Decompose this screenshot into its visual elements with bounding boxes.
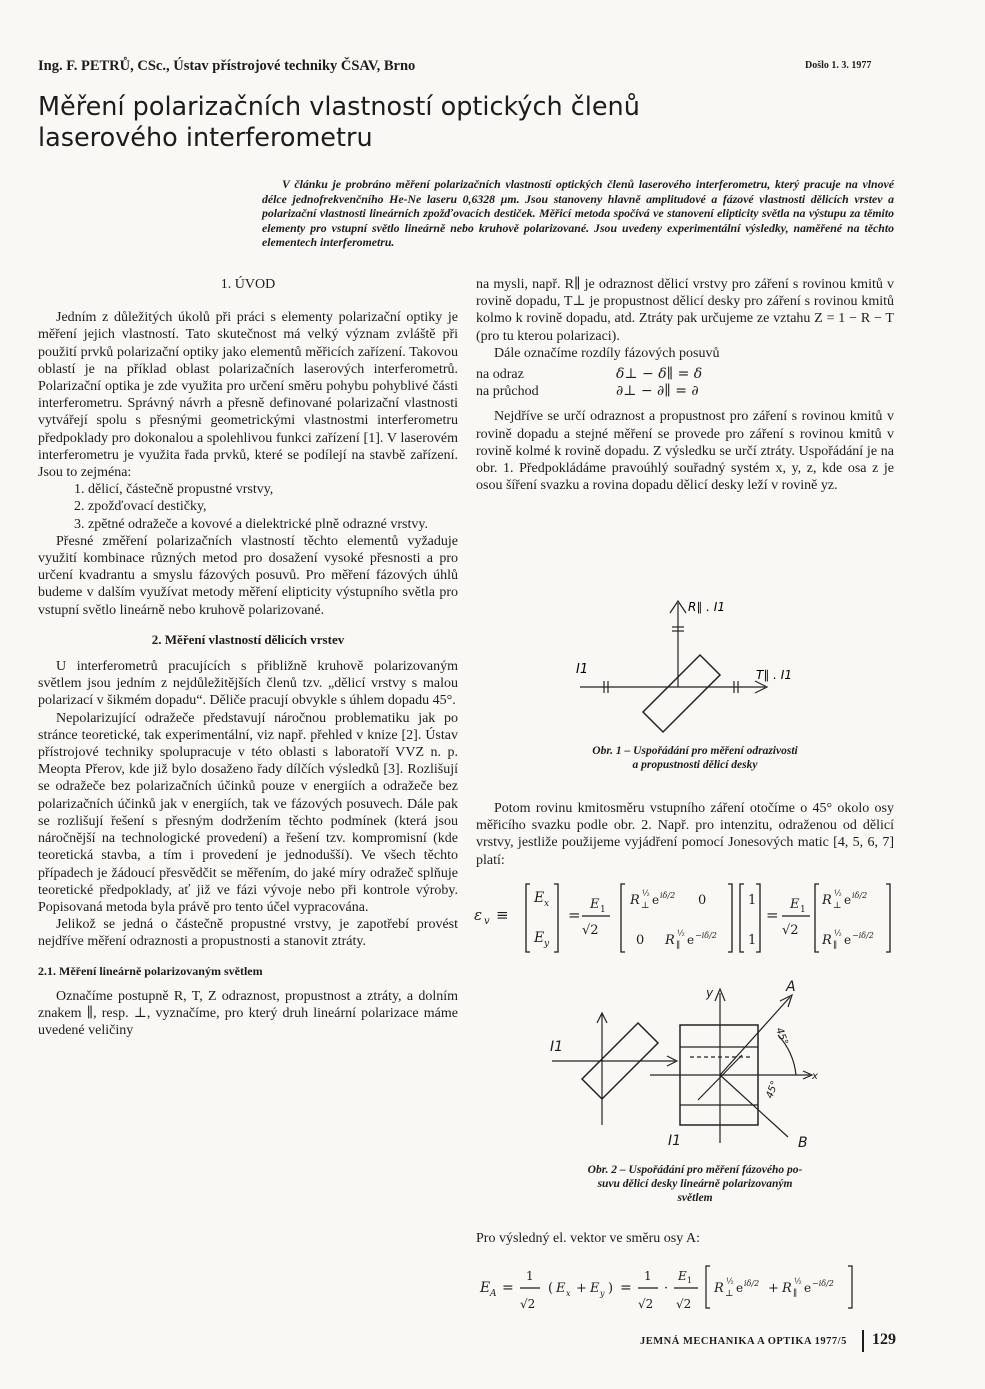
label-y: y — [706, 986, 714, 1000]
svg-text:√2: √2 — [582, 923, 599, 938]
svg-text:y: y — [600, 1289, 605, 1298]
svg-text:1: 1 — [687, 1276, 693, 1285]
figure-2-diagram — [540, 975, 840, 1155]
label-incident-I1: I1 — [550, 1039, 564, 1055]
paragraph: Nepolarizující odražeče představují náročnou problematiku jak po stránce teoretické, tak experimentální, viz např. přehled v knize [2]. Ústav přístrojové techniky spolupracuje v této oblasti s laboratoří VVZ n. p. Meopta Přerov, kde již bylo dosaženo řady dílčích výsledků [3]. Rozlišují se odražeče bez polarizačních účinků pouze v energiích a odražeče bez polarizačních účinků jak v energiích, tak ve fázových posuvech. Dále pak se rozlišují řešení s přesným dodržením těchto podmínek (která jsou náročnější na technologické provedení) a řešení tzv. kompromisní (kde teoretická stavba, a tím i provedení je jednodušší). Ve všech těchto případech je žádoucí přesvědčit se měřením, do jaké míry odražeč splňuje teoretické předpoklady, ať již ve fázi vývoje nebo při kontrole výroby. Popisovaná metoda byla právě pro tento účel vypracována. — [38, 710, 458, 915]
paragraph: na mysli, např. R∥ je odraznost dělicí vrstvy pro záření s rovinou kmitů v rovině dopadu, T⊥ je propustnost dělicí desky pro záření s rovinou kmitů kolmo k rovině dopadu, atd. Ztráty pak určujeme ze vztahu Z = 1 − R − T (pro tu kterou polarizaci). — [476, 277, 894, 344]
list-item: 3. zpětné odražeče a kovové a dielektrické plně odrazné vrstvy. — [74, 516, 428, 532]
equation: δ⊥ − δ∥ = δ — [616, 366, 703, 383]
figure-1-diagram — [560, 595, 820, 745]
svg-text:A: A — [490, 1289, 497, 1299]
list-item: 2. zpožďovací destičky, — [74, 499, 207, 515]
svg-text:√2: √2 — [676, 1297, 692, 1311]
svg-text:0: 0 — [698, 893, 707, 908]
label-transmitted: T∥ . I1 — [756, 668, 792, 682]
right-column — [476, 276, 894, 494]
caption-line: Obr. 1 – Uspořádání pro měření odrazivosti — [592, 745, 798, 757]
article-title: Měření polarizačních vlastností optických členů laserového interferometru — [38, 92, 640, 153]
equation: ∂⊥ − ∂∥ = ∂ — [616, 383, 699, 400]
abstract: V článku je probráno měření polarizačních vlastností optických členů laserového interferometru, který pracuje na vlnové délce jednofrekvenčního He-Ne laseru 0,6328 µm. Jsou stanoveny hlavně amplitudové a fázové vlastnosti dělicích vrstev a polarizační vlastnosti lineárních zpožďovacích destiček. Měřicí metoda spočívá ve stanovení elipticity světla na výstupu za těmito elementy pro vstupní světlo lineárně nebo kruhově polarizované. Jsou uvedeny experimentální výsledky, naměřené na těchto elementech interferometru. — [262, 177, 894, 250]
section-heading-delicich-vrstev: 2. Měření vlastností dělicích vrstev — [151, 631, 345, 647]
svg-text:1: 1 — [800, 905, 806, 915]
svg-text:1: 1 — [600, 905, 606, 915]
equation-label: na odraz — [476, 367, 524, 383]
svg-text:E: E — [678, 1269, 687, 1283]
svg-text:E: E — [556, 1281, 566, 1296]
svg-text:√2: √2 — [638, 1297, 654, 1311]
svg-text:E: E — [590, 897, 600, 912]
paragraph: Označíme postupně R, T, Z odraznost, propustnost a ztráty, a dolním znakem ∥, resp. ⊥, vyznačíme, pro který druh lineární polarizace máme uvedené veličiny — [38, 988, 458, 1039]
paragraph: U interferometrů pracujících s přibližně kruhově polarizovaným světlem jsou jedním z nejdůležitějších členů tzv. „dělicí vrstvy s malou polarizací v šikmém dopadu“. Děliče pracují obvykle s úhlem dopadu 45°. — [38, 659, 458, 709]
paragraph: Jelikož se jedná o částečně propustné vrstvy, je zapotřebí provést nejdříve měření odraznosti a propustnosti a stanovit ztráty. — [38, 917, 458, 950]
svg-text:·: · — [664, 1281, 669, 1296]
figure-1-caption — [500, 744, 890, 772]
svg-text:+: + — [576, 1281, 587, 1296]
svg-text:0: 0 — [636, 933, 645, 948]
angle-label: 45° — [764, 1079, 781, 1101]
svg-text:1: 1 — [526, 1269, 534, 1283]
svg-text:e: e — [844, 893, 852, 907]
label-B: B — [798, 1135, 808, 1151]
page-number: 129 — [872, 1331, 896, 1348]
equation-EA — [476, 1258, 896, 1316]
svg-text:ε: ε — [474, 906, 483, 924]
caption-line: suvu dělicí desky lineárně polarizovaným — [597, 1178, 793, 1190]
svg-text:iδ/2: iδ/2 — [744, 1279, 760, 1288]
svg-text:⊥: ⊥ — [833, 901, 842, 911]
caption-line: a propustnosti dělicí desky — [632, 759, 758, 771]
paragraph: Nejdříve se určí odraznost a propustnost pro záření s rovinou kmitů v rovině dopadu a stejné měření se provede pro záření s rovinou kmitů v rovině kolmé k rovině dopadu. Z výsledku se určí ztráty. Uspořádání je na obr. 1. Předpokládáme pravoúhlý souřadný systém x, y, z, kde osa z je osou šíření svazku a rovina dopadu dělicí desky leží v rovině yz. — [476, 409, 894, 494]
svg-text:∥: ∥ — [833, 941, 838, 951]
svg-text:v: v — [484, 916, 490, 927]
paragraph: Jedním z důležitých úkolů při práci s elementy polarizační optiky je měření jejich vlastností. Tato skutečnost má velký význam zvláště při použití prvků polarizační optiky jako elementů měřicích zařízení. Takovou oblastí je na příklad oblast polarizačních laserových interferometrů. Polarizační optika je zde využita pro určení směru pohybu pohyblivé části interferometru. Správný návrh a přesně definované polarizační vlastnosti vytvářejí spolu s přesnými geometrickými vlastnostmi interferometru předpoklady pro dokonalou a spolehlivou funkci zařízení [1]. V laserovém interferometru je využita řada prvků, které se podílejí na stavbě zařízení. Jsou to zejména: — [38, 310, 458, 481]
svg-text:⊥: ⊥ — [725, 1289, 734, 1299]
svg-text:½: ½ — [726, 1277, 734, 1286]
svg-text:e: e — [687, 933, 695, 947]
equation-row-pruchod — [476, 383, 894, 400]
svg-text:√2: √2 — [520, 1297, 536, 1311]
label-A: A — [786, 979, 796, 995]
svg-text:R: R — [665, 933, 675, 948]
author-line: Ing. F. PETRŮ, CSc., Ústav přístrojové techniky ČSAV, Brno — [38, 58, 416, 74]
svg-text:½: ½ — [834, 889, 842, 898]
svg-text:1: 1 — [748, 893, 757, 908]
svg-text:R: R — [630, 893, 640, 908]
paragraph: Dále označíme rozdíly fázových posuvů — [494, 345, 720, 361]
svg-text:∥: ∥ — [676, 941, 681, 951]
caption-line: světlem — [677, 1192, 713, 1204]
svg-text:): ) — [608, 1281, 614, 1296]
svg-text:R: R — [822, 933, 832, 948]
svg-text:x: x — [566, 1289, 571, 1298]
svg-text:R: R — [782, 1281, 792, 1296]
svg-text:e: e — [736, 1281, 744, 1295]
svg-text:=: = — [568, 906, 581, 924]
equation-label: na průchod — [476, 384, 539, 400]
list-item: 1. dělicí, částečně propustné vrstvy, — [74, 482, 274, 498]
label-incident: I1 — [576, 662, 589, 677]
svg-text:E: E — [534, 890, 545, 906]
right-column-continued — [476, 800, 894, 869]
svg-text:E: E — [590, 1281, 600, 1296]
svg-text:⊥: ⊥ — [641, 901, 650, 911]
svg-text:E: E — [480, 1280, 491, 1296]
beamsplitter-plate — [643, 655, 720, 732]
svg-text:−iδ/2: −iδ/2 — [812, 1279, 834, 1288]
jones-matrix-equation — [470, 870, 900, 960]
subsection-heading-2-1: 2.1. Měření lineárně polarizovaným světlem — [38, 963, 263, 978]
label-output-I1: I1 — [668, 1133, 682, 1149]
svg-text:iδ/2: iδ/2 — [852, 891, 868, 900]
svg-text:∥: ∥ — [793, 1289, 798, 1299]
svg-text:iδ/2: iδ/2 — [660, 891, 676, 900]
angle-label: 45° — [773, 1026, 790, 1047]
right-column-final — [476, 1230, 894, 1247]
svg-text:R: R — [822, 893, 832, 908]
svg-text:y: y — [544, 939, 550, 949]
svg-text:=: = — [502, 1280, 514, 1296]
svg-text:=: = — [620, 1280, 632, 1296]
svg-text:e: e — [804, 1281, 812, 1295]
svg-text:E: E — [534, 930, 545, 946]
svg-text:(: ( — [548, 1281, 554, 1296]
label-x: x — [812, 1071, 818, 1082]
caption-line: Obr. 2 – Uspořádání pro měření fázového po- — [587, 1164, 803, 1176]
footer-divider — [862, 1330, 864, 1352]
left-column — [38, 276, 458, 1039]
svg-text:e: e — [652, 893, 660, 907]
svg-text:½: ½ — [794, 1277, 802, 1286]
paragraph: Přesné změření polarizačních vlastností těchto elementů vyžaduje využití kombinace různých metod pro dosažení vysoké přesnosti a pro určení kvadrantu a smyslu fázových posuvů. Pro měření fázových úhlů budeme v dalším využívat metody měření elipticity výstupního světla pro vstupní světlo lineárně nebo kruhově polarizované. — [38, 533, 458, 618]
svg-text:1: 1 — [644, 1269, 652, 1283]
equation-row-odraz — [476, 366, 894, 383]
svg-text:R: R — [714, 1281, 724, 1296]
svg-text:½: ½ — [642, 889, 650, 898]
label-reflected: R∥ . I1 — [688, 600, 725, 614]
svg-text:E: E — [790, 897, 800, 912]
paragraph: Potom rovinu kmitosměru vstupního záření otočíme o 45° okolo osy měřicího svazku podle obr. 2. Např. pro intenzitu, odraženou od dělicí vrstvy, jestliže použijeme vyjádření pomocí Jonesových matic [4, 5, 6, 7] platí: — [476, 801, 894, 868]
svg-text:+: + — [768, 1281, 779, 1296]
svg-text:√2: √2 — [782, 923, 799, 938]
journal-footer: JEMNÁ MECHANIKA A OPTIKA 1977/5 — [640, 1336, 847, 1347]
svg-text:1: 1 — [748, 933, 757, 948]
svg-text:x: x — [544, 899, 550, 909]
figure-2-caption — [500, 1163, 890, 1205]
svg-text:½: ½ — [834, 929, 842, 938]
received-date: Došlo 1. 3. 1977 — [805, 60, 872, 71]
svg-text:=: = — [766, 906, 779, 924]
svg-text:e: e — [844, 933, 852, 947]
svg-text:−iδ/2: −iδ/2 — [852, 931, 874, 940]
paragraph: Pro výsledný el. vektor ve směru osy A: — [476, 1231, 700, 1246]
svg-text:−iδ/2: −iδ/2 — [695, 931, 717, 940]
svg-text:≡: ≡ — [496, 906, 509, 924]
svg-text:½: ½ — [677, 929, 685, 938]
section-heading-uvod: 1. ÚVOD — [220, 277, 276, 292]
